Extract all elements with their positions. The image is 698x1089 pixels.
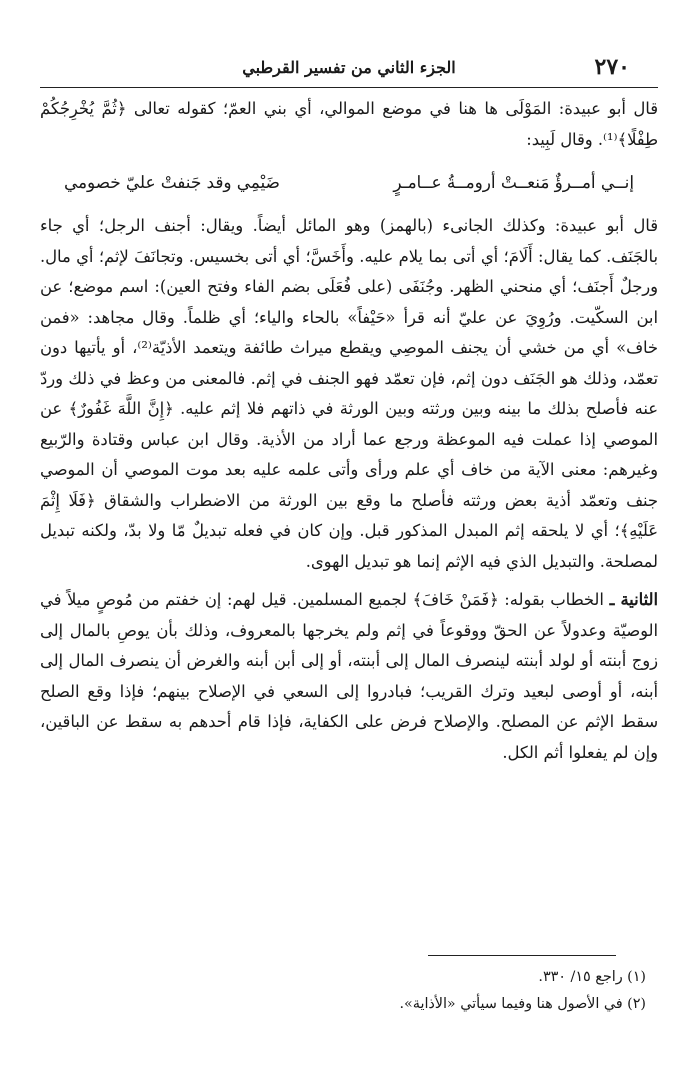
running-title: الجزء الثاني من تفسير القرطبي [242,58,456,77]
paragraph-3 [40,585,658,768]
paragraph-3-text: الخطاب بقوله: ﴿فَمَنْ خَافَ﴾ لجميع المسلمين. قيل لهم: إن خفتم من مُوصٍ ميلاً في الوصيّة وعدولاً عن الحقّ ووقوعاً في إثم ولم يخرجها بالمعروف، وذلك بأن يوصِ بالمال إلى زوج أبنته أو لولد أبنته لينصرف المال إلى أبنته، أو إلى أبن أبنه والغرض أن ينصرف المال إلى أبنه، أو أوصى لبعيد وترك القريب؛ فبادروا إلى السعي في الإصلاح بينهم؛ فإذا وقع الصلح سقط الإثم عن المصلح. والإصلاح فرض على الكفاية، فإذا قام أحدهم به سقط عن الباقين، وإن لم يفعلوا أثم الكل. [40,590,658,762]
section-lead: الثانية ـ [609,590,658,609]
paragraph-2: قال أبو عبيدة: وكذلك الجانىء (بالهمز) وهو المائل أيضاً. ويقال: أجنف الرجل؛ أي جاء بالجَنَف. كما يقال: أَلَامَ؛ أي أتى بما يلام عليه. وأَخَسَّ؛ أي أتى بخسيس. وتجانَفَ لإثم؛ أي مال. ورجلٌ أَجنَف؛ أي منحني الظهر. وجُنَفَى (على فُعَلَى بضم الفاء وفتح العين): اسم موضع؛ عن ابن السكّيت. ورُوِيَ عن عليّ أنه قرأ «حَيْفاً» بالحاء والياء؛ أي ظلماً. وقال مجاهد: «فمن خاف» أي من خشي أن يجنف الموصِي ويقطع ميراث طائفة ويتعمد الأذيّة⁽²⁾، أو يأتيها دون تعمّد، وذلك هو الجَنَف دون إثم، فإن تعمّد فهو الجنف في إثم. فالمعنى من وعظ في ذلك وردّ عنه فأصلح بذلك ما بينه وبين ورثته وبين الورثة في ذاتهم فلا إثم عليه. ﴿إِنَّ اللَّهَ غَفُورٌ﴾ عن الموصي إذا عملت فيه الموعظة ورجع عما أراد من الأذية. وقال ابن عباس وقتادة والرّبيع وغيرهم: معنى الآية من خاف أي علم ورأى وأتى علمه عليه بعد موت الموصي أن الموصي جنف وتعمّد أذية بعض ورثته فأصلح ما وقع بين الورثة من الاضطراب والشقاق ﴿فَلَا إِثْمَ عَلَيْهِ﴾؛ أي لا يلحقه إثم المبدل المذكور قبل. وإن كان في فعله تبديلٌ مّا ولا بدّ، ولكنه تبديل لمصلحة. والتبديل الذي فيه الإثم إنما هو تبديل الهوى. [40,216,659,571]
footnote-rule [428,955,616,956]
paragraph-1: قال أبو عبيدة: المَوْلَى ها هنا في موضع الموالي، أي بني العمّ؛ كقوله تعالى ﴿ثُمَّ يُخْرِجُكُمْ طِفْلًا﴾⁽¹⁾. وقال لَبِيد: [40,99,658,149]
page-header [40,52,658,88]
footnote-1: (١) راجع ١٥/ ٣٣٠. [538,969,646,985]
header-rule [40,87,658,88]
footnote-2: (٢) في الأصول هنا وفيما سيأتي «الأذاية». [399,996,646,1012]
poem-verse [40,155,658,211]
footnotes [120,964,646,1018]
paragraph-gap [40,577,658,585]
poem-first-hemistich: إنــي أمــرؤٌ مَنعــتْ أرومــةُ عــامـرٍ [393,172,634,192]
poem-second-hemistich: ضَيْمِي وقد جَنفتْ عليّ خصومي [64,172,280,192]
main-text [40,94,658,768]
page-number: ٢٧٠ [594,54,630,80]
